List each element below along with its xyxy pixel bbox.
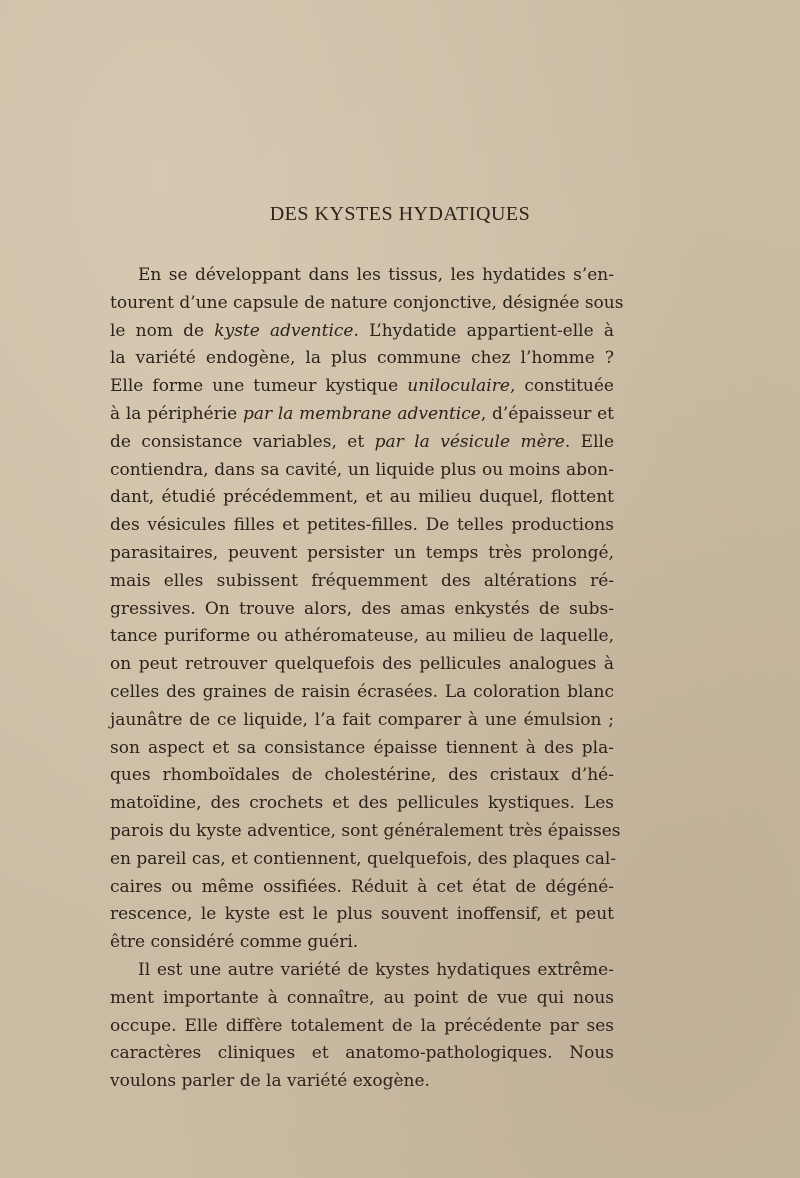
text-run: gressives. On trouve alors, des amas enkystés de subs-: [110, 598, 614, 619]
text-line: [110, 568, 614, 596]
italic-term: uniloculaire: [407, 376, 510, 397]
text-line: [110, 373, 614, 401]
text-run: jaunâtre de ce liquide, l’a fait comparer à une émulsion ;: [110, 709, 614, 730]
text-run: la variété endogène, la plus commune chez l’homme ?: [110, 348, 614, 369]
text-line: [110, 762, 614, 790]
text-run: mais elles subissent fréquemment des altérations ré-: [110, 570, 614, 591]
text-line: [110, 262, 614, 290]
text-line: [110, 401, 614, 429]
text-line: [110, 290, 624, 318]
text-line: [110, 540, 614, 568]
text-line: [110, 790, 614, 818]
text-run: . Elle: [564, 431, 615, 452]
text-run: , d’épaisseur et: [480, 403, 614, 424]
text-run: ment importante à connaître, au point de vue qui nous: [110, 987, 614, 1008]
text-line: [110, 1068, 614, 1096]
italic-term: par la vésicule mère: [374, 431, 565, 452]
text-line: [110, 818, 621, 846]
text-run: à la périphérie: [110, 403, 243, 424]
text-line: [110, 846, 617, 874]
text-run: parasitaires, peuvent persister un temps très prolongé,: [110, 542, 614, 563]
text-run: être considéré comme guéri.: [110, 932, 359, 953]
text-line: [110, 929, 614, 957]
italic-term: par la membrane adventice: [242, 403, 481, 424]
text-run: rescence, le kyste est le plus souvent inoffensif, et peut: [110, 904, 614, 925]
text-line: [110, 457, 614, 485]
text-run: tance puriforme ou athéromateuse, au milieu de laquelle,: [110, 626, 614, 647]
text-run: des vésicules filles et petites-filles. De telles productions: [110, 515, 614, 536]
text-line: [110, 985, 614, 1013]
text-run: dant, étudié précédemment, et au milieu duquel, flottent: [110, 487, 614, 508]
text-run: matoïdine, des crochets et des pellicules kystiques. Les: [110, 793, 614, 814]
text-run: de consistance variables, et: [110, 431, 375, 452]
text-line: [110, 679, 614, 707]
text-run: Il est une autre variété de kystes hydatiques extrême-: [138, 959, 614, 980]
text-line: [110, 651, 614, 679]
text-line: [110, 623, 614, 651]
text-run: ques rhomboïdales de cholestérine, des cristaux d’hé-: [110, 765, 614, 786]
text-run: caires ou même ossifiées. Réduit à cet état de dégéné-: [110, 876, 614, 897]
text-run: voulons parler de la variété exogène.: [110, 1071, 430, 1092]
body-text: [110, 262, 624, 1096]
text-line: [110, 901, 614, 929]
text-line: [110, 874, 614, 902]
text-run: le nom de: [110, 320, 215, 341]
text-line: [110, 512, 614, 540]
text-run: , constituée: [509, 376, 614, 397]
running-head: DES KYSTES HYDATIQUES: [269, 203, 531, 225]
text-line: [110, 318, 614, 346]
text-run: En se développant dans les tissus, les hydatides s’en-: [138, 265, 614, 285]
text-line: [110, 957, 614, 985]
text-line: [110, 345, 614, 373]
text-run: en pareil cas, et contiennent, quelquefois, des plaques cal-: [110, 848, 617, 869]
italic-term: kyste adventice: [214, 320, 354, 341]
text-run: celles des graines de raisin écrasées. La coloration blanc: [110, 681, 614, 702]
text-run: on peut retrouver quelquefois des pellicules analogues à: [110, 654, 614, 675]
text-line: [110, 707, 614, 735]
text-line: [110, 429, 614, 457]
text-run: occupe. Elle diffère totalement de la précédente par ses: [110, 1015, 614, 1036]
text-run: tourent d’une capsule de nature conjonctive, désignée sous: [110, 292, 624, 313]
text-line: [110, 1040, 614, 1068]
text-run: contiendra, dans sa cavité, un liquide plus ou moins abon-: [110, 459, 614, 480]
text-run: son aspect et sa consistance épaisse tiennent à des pla-: [110, 737, 614, 758]
text-line: [110, 1013, 614, 1041]
text-line: [110, 735, 614, 763]
text-run: . L’hydatide appartient-elle à: [353, 320, 614, 341]
text-run: caractères cliniques et anatomo-pathologiques. Nous: [110, 1043, 614, 1064]
text-run: Elle forme une tumeur kystique: [110, 376, 408, 397]
text-run: parois du kyste adventice, sont généralement très épaisses: [110, 820, 621, 841]
text-line: [110, 484, 614, 512]
text-line: [110, 596, 614, 624]
